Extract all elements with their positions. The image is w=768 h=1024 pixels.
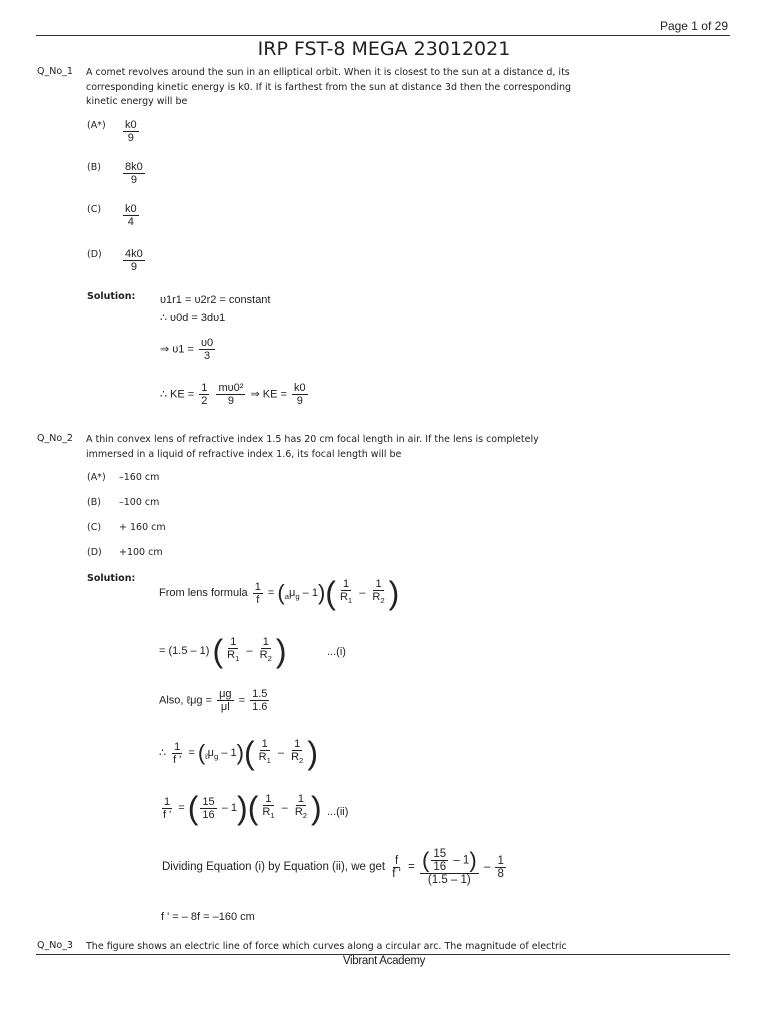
fraction-numerator: 15 [202,795,215,808]
fraction-numerator: 4k0 [125,248,143,260]
solution-2-step6: Dividing Equation (i) by Equation (ii), we get $\frac{f}{f '}$ = ( $\frac{15}{16}$ – 1) (1.5 – 1) – $\frac{1}{8}$ [162,847,504,886]
fraction-numerator: υ0 [200,337,214,349]
solution-2-step1: From lens formula $\frac{1}{f}$ = $(_a\mu_g - 1)$( $\frac{1}{R_1}$ – $\frac{1}{R_2}$ ) [159,575,400,611]
page-title: IRP FST-8 MEGA 23012021 [257,38,511,60]
fraction-numerator: k0 [294,382,306,394]
step-end: – [483,861,491,874]
equation-lhs: ∴ KE = [160,388,195,401]
equation-ref-i: ...(i) [327,646,346,658]
question-text-3: The figure shows an electric line of force which curves along a circular arc. The magnitude of electric [86,941,567,952]
option-value-2d: +100 cm [119,547,163,558]
fraction-denominator: 8 [497,867,504,880]
question-number-2: Q_No_2 [37,433,73,444]
question-number-3: Q_No_3 [37,940,73,951]
option-value-1a [121,119,141,144]
option-label-2a: (A*) [87,472,106,483]
option-value-1d [121,248,147,273]
fraction-denominator: 9 [127,132,134,144]
solution-2-step5: $\frac{1}{f '}$ = ( $\frac{15}{16}$ – 1)( $\frac{1}{R_1}$ – $\frac{1}{R_2}$ ) [163,790,322,826]
step-text: Also, [159,694,184,707]
option-value-1c [121,203,141,228]
solution-label-2: Solution: [87,573,136,584]
header-rule [36,35,730,36]
option-value-1b [121,161,147,186]
solution-2-step3: Also, ℓμg = $\frac{\mu g}{\mu l}$ = $\frac{1.5}{1.6}$ [159,688,268,713]
therefore-symbol: ∴ [159,746,166,759]
option-label-1c: (C) [87,204,102,215]
option-label-2d: (D) [87,547,102,558]
option-label-2b: (B) [87,497,101,508]
solution-2-step4: ∴ $\frac{1}{f '}$ = $(_\ell\mu_g - 1)$( $\frac{1}{R_1}$ – $\frac{1}{R_2}$ ) [159,735,318,771]
option-label-1d: (D) [87,249,102,260]
step-mu: ℓμg = [186,694,213,707]
solution-1-line3 [160,337,217,362]
fraction-numerator: mυ0² [218,382,244,394]
fraction-numerator: μg [219,688,232,700]
fraction-denominator: 9 [227,395,235,407]
solution-2-step2: = (1.5 – 1) ( $\frac{1}{R_1}$ – $\frac{1}{R_2}$ ) [159,633,287,669]
option-label-2c: (C) [87,522,102,533]
step-text: Dividing Equation (i) by Equation (ii), we get [162,861,386,874]
fraction-numerator: 1.5 [252,688,268,700]
step-text: = (1.5 – 1) [159,644,210,657]
question-number-1: Q_No_1 [37,66,73,77]
fraction-numerator: 1 [201,382,208,394]
question-text-2: A thin convex lens of refractive index 1.5 has 20 cm focal length in air. If the lens is completely immersed in a liquid of refractive index 1.6, its focal length will be [86,434,539,460]
fraction-denominator: 16 [202,808,215,821]
fraction-denominator: 9 [130,261,137,273]
solution-1-line4 [160,382,310,407]
fraction-numerator: k0 [125,203,137,215]
fraction-denominator: μl [220,701,230,713]
equation-mid: ⇒ KE = [250,388,287,401]
solution-1-line1: υ1r1 = υ2r2 = constant [160,294,271,306]
option-label-1b: (B) [87,162,101,173]
solution-1-line2: ∴ υ0d = 3dυ1 [160,312,226,324]
fraction-numerator: k0 [125,119,137,131]
fraction-denominator: 9 [130,174,137,186]
solution-2-step7: f ' = – 8f = –160 cm [161,911,255,923]
option-label-1a: (A*) [87,120,106,131]
fraction-denominator: 3 [203,350,211,362]
option-value-2a: –160 cm [119,472,160,483]
solution-label-1: Solution: [87,291,136,302]
equation-ref-ii: ...(ii) [327,806,349,818]
fraction-numerator: 1 [497,854,504,867]
footer-text: Vibrant Academy [342,955,426,967]
fraction-numerator: 8k0 [125,161,143,173]
step-text: From lens formula [159,586,248,599]
fraction-denominator: 2 [201,395,208,407]
page-number: Page 1 of 29 [659,19,728,33]
fraction-denominator: 9 [296,395,303,407]
fraction-denominator: 4 [127,216,134,228]
option-value-2c: + 160 cm [119,522,166,533]
fraction-denominator: 1.6 [252,701,268,713]
equation-lhs: ⇒ υ1 = [160,343,194,356]
question-text-1: A comet revolves around the sun in an elliptical orbit. When it is closest to the sun at a distance d, its corresponding kinetic energy is k0. If it is farthest from the sun at distance 3d then the corresponding kinetic energy will be [86,67,572,107]
option-value-2b: –100 cm [119,497,160,508]
